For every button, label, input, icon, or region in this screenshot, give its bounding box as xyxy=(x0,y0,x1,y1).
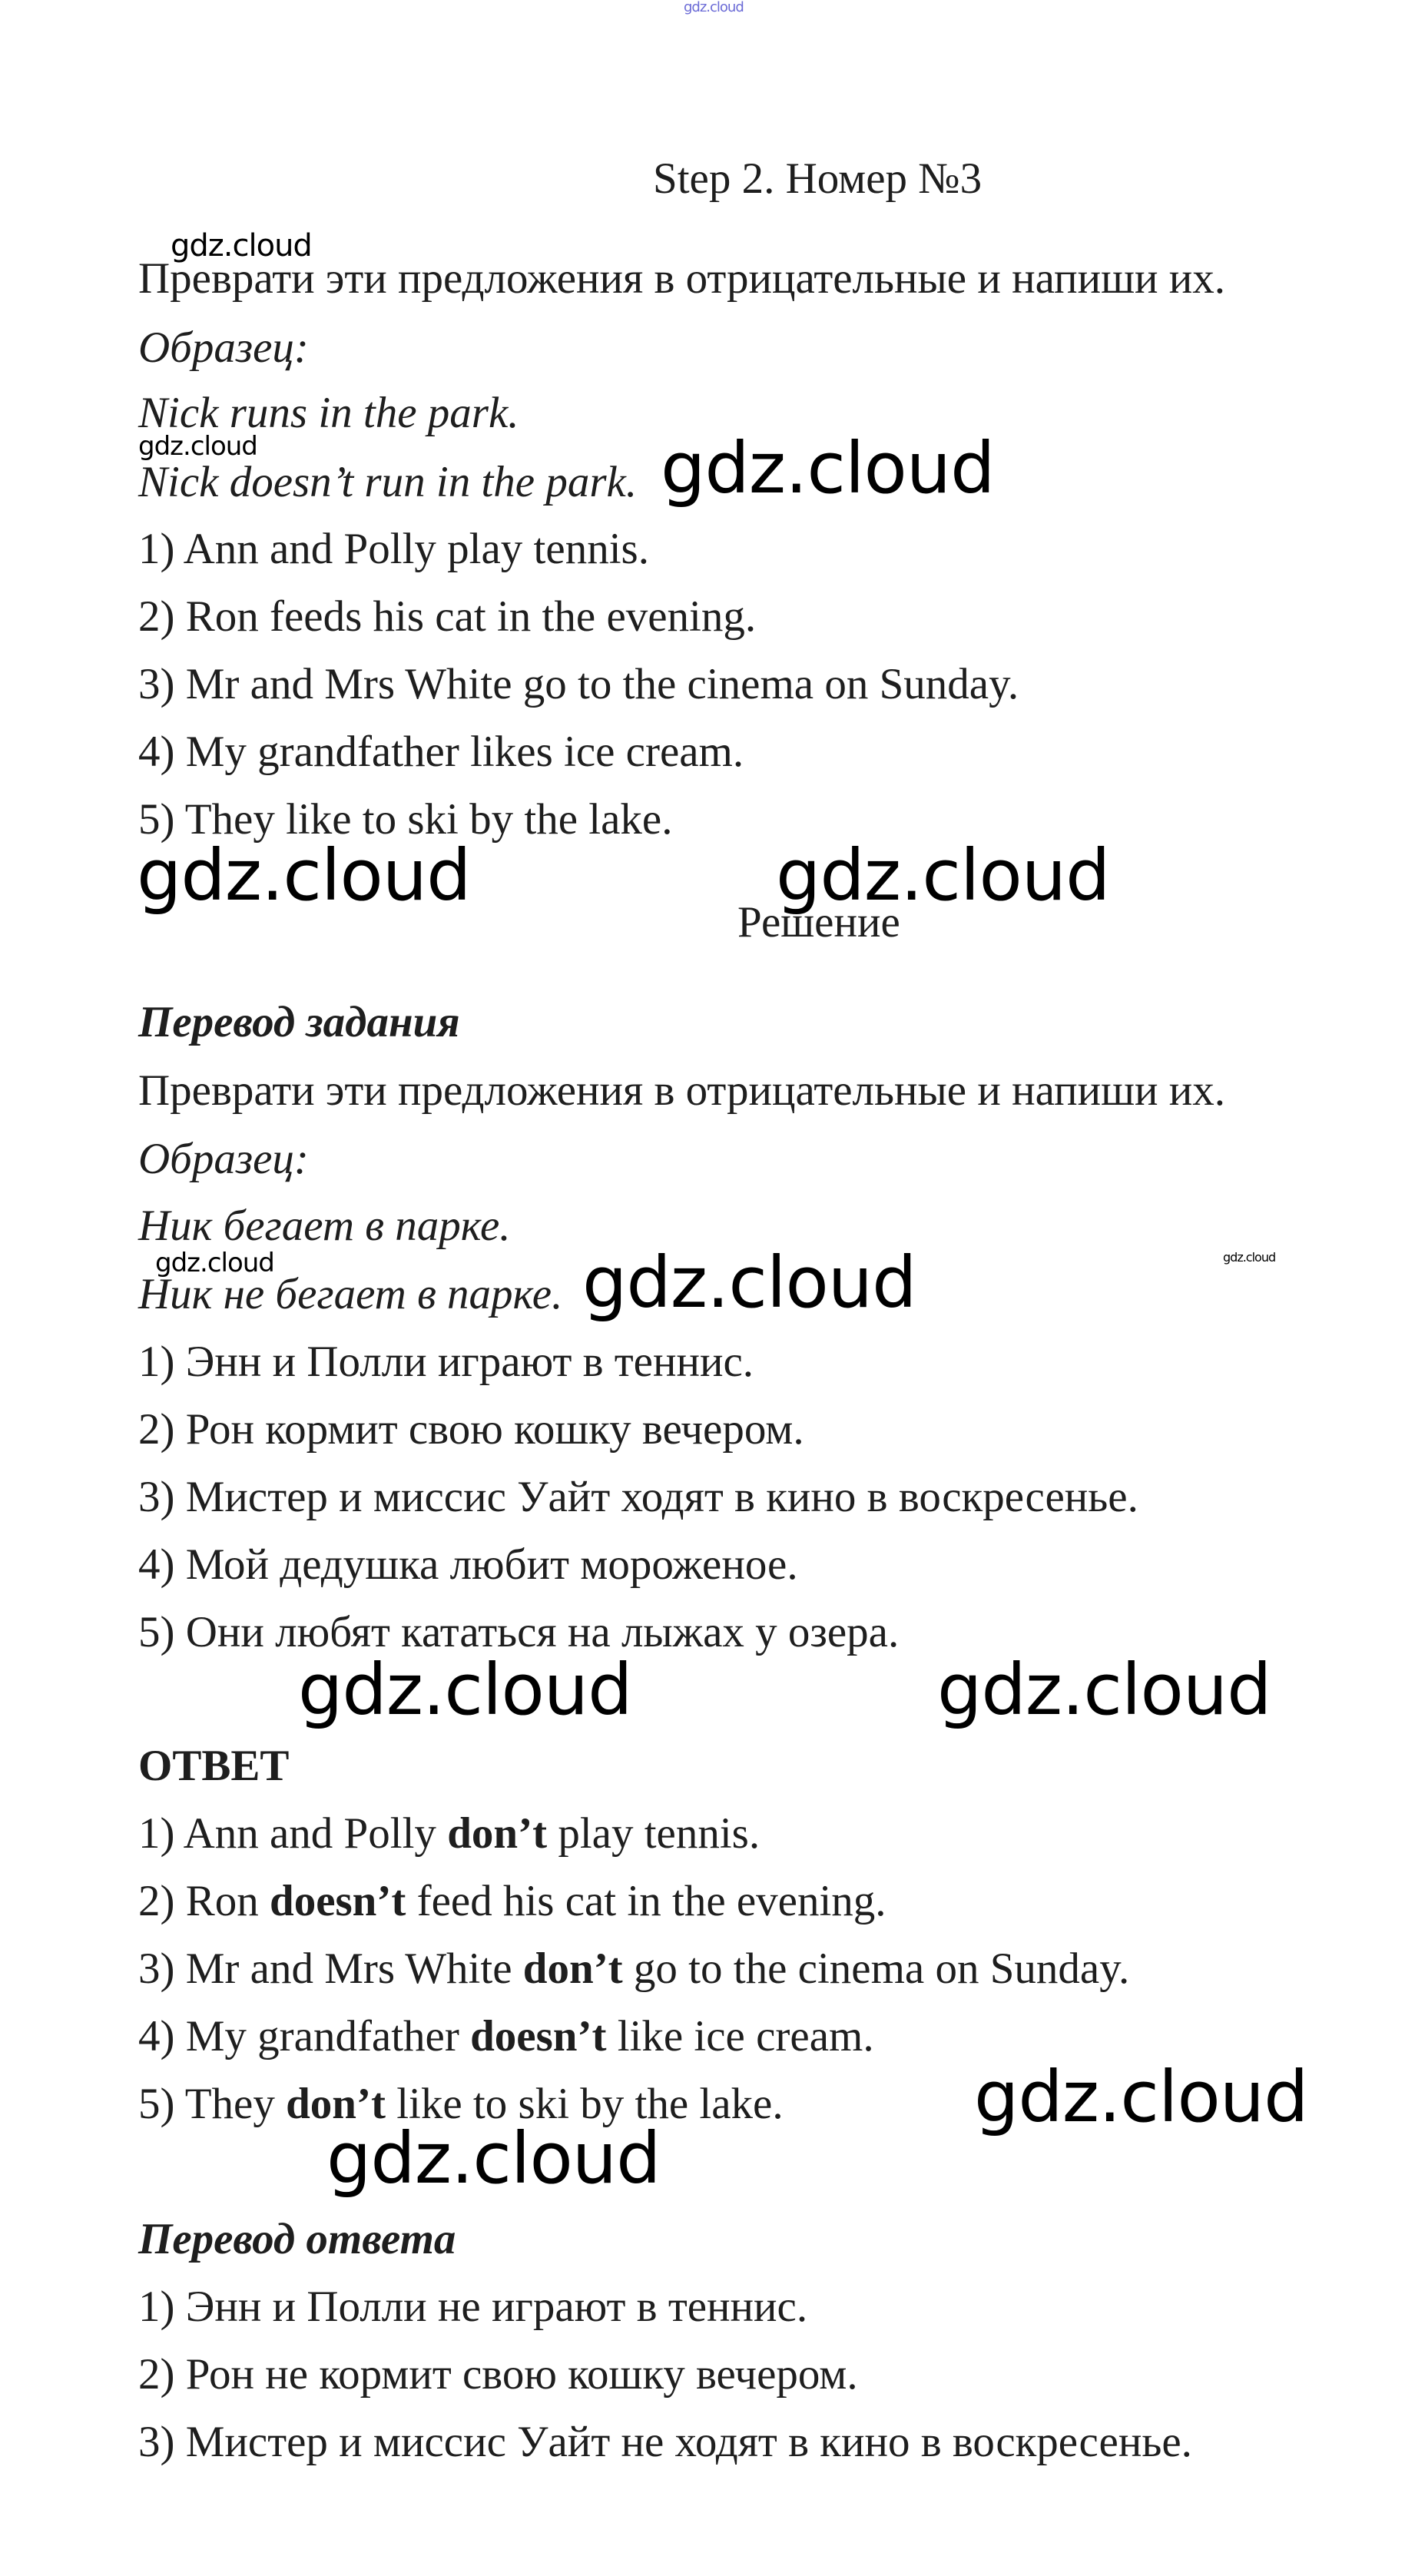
answer-translation-item: 3) Мистер и миссис Уайт не ходят в кино в воскресенье. xyxy=(138,2418,1192,2466)
answer-text: like to ski by the lake. xyxy=(385,2080,784,2128)
answer-translation-item: 1) Энн и Полли не играют в теннис. xyxy=(138,2283,808,2331)
task-item: 3) Mr and Mrs White go to the cinema on Sunday. xyxy=(138,660,1019,708)
answer-item xyxy=(138,2079,784,2130)
watermark-large: gdz.cloud xyxy=(298,1649,632,1731)
example-positive: Nick runs in the park. xyxy=(138,389,519,437)
watermark-large: gdz.cloud xyxy=(974,2056,1308,2138)
answer-text: like ice cream. xyxy=(606,2012,874,2060)
watermark-large: gdz.cloud xyxy=(137,834,471,917)
answer-text: go to the cinema on Sunday. xyxy=(622,1944,1130,1993)
translation-example-label: Образец: xyxy=(138,1135,309,1183)
answer-text: 3) Mr and Mrs White xyxy=(138,1944,523,1993)
watermark-small: gdz.cloud xyxy=(155,1248,274,1278)
page-title: Step 2. Номер №3 xyxy=(653,154,983,203)
watermark-large: gdz.cloud xyxy=(661,427,995,509)
watermark-tiny: gdz.cloud xyxy=(1223,1250,1276,1265)
answer-text: 2) Ron xyxy=(138,1877,270,1925)
watermark-large: gdz.cloud xyxy=(937,1649,1271,1731)
answer-text: feed his cat in the evening. xyxy=(406,1877,886,1925)
answer-item xyxy=(138,1809,760,1859)
answer-negation: don’t xyxy=(286,2080,386,2128)
watermark-top: gdz.cloud xyxy=(684,0,744,15)
task-item: 5) They like to ski by the lake. xyxy=(138,795,673,844)
translation-item: 5) Они любят кататься на лыжах у озера. xyxy=(138,1608,900,1656)
answer-text: 5) They xyxy=(138,2080,287,2128)
translation-example-negative: Ник не бегает в парке. xyxy=(138,1270,563,1318)
task-item: 4) My grandfather likes ice cream. xyxy=(138,728,744,776)
watermark-small: gdz.cloud xyxy=(138,431,257,462)
translation-item: 3) Мистер и миссис Уайт ходят в кино в воскресенье. xyxy=(138,1473,1138,1521)
example-negative: Nick doesn’t run in the park. xyxy=(138,458,638,506)
answer-negation: don’t xyxy=(447,1809,548,1858)
task-item: 1) Ann and Polly play tennis. xyxy=(138,525,649,573)
answer-item xyxy=(138,2011,874,2062)
answer-translation-heading: Перевод ответа xyxy=(138,2215,456,2263)
answer-negation: don’t xyxy=(522,1944,623,1993)
answer-negation: doesn’t xyxy=(270,1877,406,1925)
translation-heading: Перевод задания xyxy=(138,998,460,1046)
translation-item: 2) Рон кормит свою кошку вечером. xyxy=(138,1405,804,1454)
translation-instruction: Преврати эти предложения в отрицательные и напиши их. xyxy=(138,1066,1226,1115)
answer-translation-item: 2) Рон не кормит свою кошку вечером. xyxy=(138,2350,858,2399)
answer-text: 1) Ann and Polly xyxy=(138,1809,448,1858)
answer-heading: ОТВЕТ xyxy=(138,1742,290,1790)
answer-item xyxy=(138,1876,886,1927)
watermark-large: gdz.cloud xyxy=(582,1242,916,1324)
answer-item xyxy=(138,1944,1129,1994)
translation-example-positive: Ник бегает в парке. xyxy=(138,1202,511,1250)
task-instruction: Преврати эти предложения в отрицательные и напиши их. xyxy=(138,254,1226,303)
translation-item: 1) Энн и Полли играют в теннис. xyxy=(138,1338,754,1386)
translation-item: 4) Мой дедушка любит мороженое. xyxy=(138,1540,798,1589)
solution-heading: Решение xyxy=(737,898,900,947)
watermark-small: gdz.cloud xyxy=(171,228,312,264)
example-label: Образец: xyxy=(138,323,309,372)
answer-negation: doesn’t xyxy=(470,2012,607,2060)
answer-text: 4) My grandfather xyxy=(138,2012,471,2060)
answer-text: play tennis. xyxy=(547,1809,761,1858)
watermark-large: gdz.cloud xyxy=(776,834,1110,917)
task-item: 2) Ron feeds his cat in the evening. xyxy=(138,592,757,641)
watermark-large: gdz.cloud xyxy=(326,2117,661,2200)
